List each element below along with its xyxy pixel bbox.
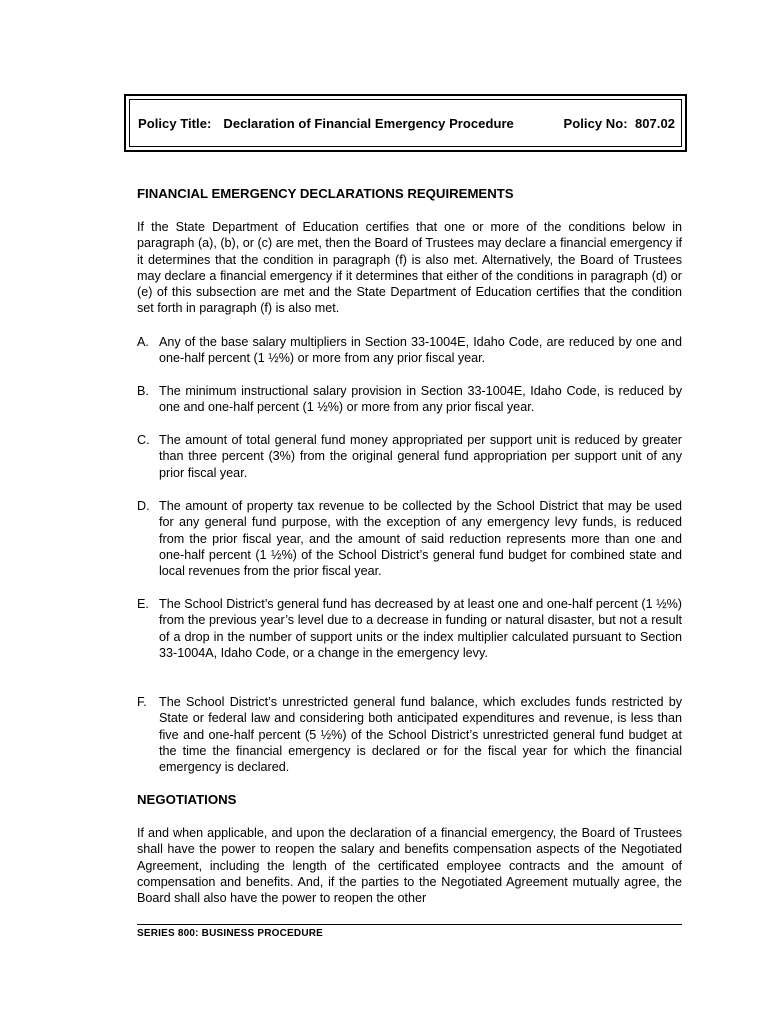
list-item-text: The amount of total general fund money appropriated per support unit is reduced by greater than three percent (3%) from the original general fund appropriation per support unit of any prior fiscal year. (159, 433, 682, 480)
policy-no: 807.02 (634, 115, 675, 131)
policy-number-group (564, 116, 675, 131)
policy-title-label: Policy Title: (138, 115, 212, 131)
list-marker: A. (137, 335, 149, 349)
list-item-f (137, 694, 682, 775)
footer-series-label: SERIES 800: BUSINESS PROCEDURE (137, 928, 324, 939)
list-item-b (137, 383, 682, 416)
section-heading-requirements: FINANCIAL EMERGENCY DECLARATIONS REQUIREMENTS (137, 186, 514, 201)
list-item-a (137, 334, 682, 367)
policy-header-box (124, 94, 687, 152)
policy-header (129, 99, 682, 147)
policy-title: Declaration of Financial Emergency Procedure (223, 115, 514, 131)
list-marker: C. (137, 433, 150, 447)
intro-paragraph: If the State Department of Education certifies that one or more of the conditions below in paragraph (a), (b), or (c) are met, then the Board of Trustees may declare a financial emergency if it determines that the condition in paragraph (f) is also met. Alternatively, the Board of Trustees may declare a financial emergency if it determines that either of the conditions in paragraph (d) or (e) of this subsection are met and the State Department of Education certifies that the condition set forth in paragraph (f) is also met. (137, 220, 682, 316)
list-item-e (137, 596, 682, 661)
list-item-d (137, 498, 682, 579)
list-marker: E. (137, 597, 149, 611)
policy-no-label: Policy No: (563, 115, 628, 131)
list-marker: D. (137, 499, 150, 513)
footer-divider (137, 924, 682, 925)
list-item-c (137, 432, 682, 481)
policy-title-group (138, 116, 514, 131)
section-heading-negotiations: NEGOTIATIONS (137, 792, 237, 807)
list-marker: B. (137, 384, 149, 398)
list-item-text: The minimum instructional salary provision in Section 33-1004E, Idaho Code, is reduced by one and one-half percent (1 ½%) or more from any prior fiscal year. (159, 384, 682, 415)
negotiations-paragraph: If and when applicable, and upon the declaration of a financial emergency, the Board of Trustees shall have the power to reopen the salary and benefits compensation aspects of the Negotiated Agreement, including the length of the certificated employee contracts and the amount of compensation and benefits. And, if the parties to the Negotiated Agreement mutually agree, the Board shall also have the power to reopen the other (137, 826, 682, 906)
list-marker: F. (137, 695, 147, 709)
list-item-text: The amount of property tax revenue to be collected by the School District that may be used for any general fund purpose, with the exception of any emergency levy funds, is reduced from the prior fiscal year, and the amount of said reduction represents more than one and one-half percent (1 ½%) of the School District’s general fund budget for combined state and local revenues from the prior fiscal year. (159, 499, 682, 579)
list-item-text: The School District’s unrestricted general fund balance, which excludes funds restricted by State or federal law and considering both anticipated expenditures and revenue, is less than five and one-half percent (5 ½%) of the School District’s unrestricted general fund budget at the time the financial emergency is declared or for the fiscal year for which the financial emergency is declared. (159, 695, 682, 775)
list-item-text: The School District’s general fund has decreased by at least one and one-half percent (1 ½%) from the previous year’s level due to a decrease in funding or natural disaster, but not a result of a drop in the number of support units or the index multiplier calculated pursuant to Section 33-1004A, Idaho Code, or a change in the emergency levy. (159, 597, 682, 660)
list-item-text: Any of the base salary multipliers in Section 33-1004E, Idaho Code, are reduced by one and one-half percent (1 ½%) or more from any prior fiscal year. (159, 335, 682, 366)
